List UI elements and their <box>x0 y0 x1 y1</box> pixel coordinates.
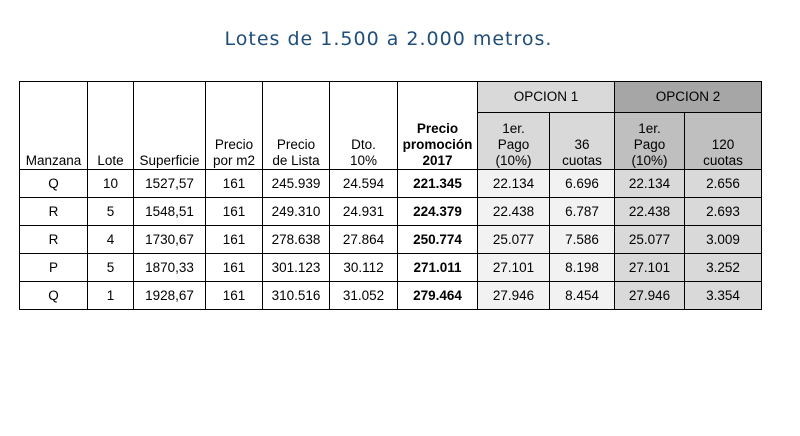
cell-superficie: 1928,67 <box>134 282 206 310</box>
header-opcion-2: OPCION 2 <box>615 82 762 113</box>
cell-manzana: Q <box>20 282 88 310</box>
cell-lote: 4 <box>88 226 134 254</box>
cell-descuento: 31.052 <box>330 282 398 310</box>
cell-precio-lista: 249.310 <box>263 198 330 226</box>
cell-superficie: 1730,67 <box>134 226 206 254</box>
cell-precio-lista: 301.123 <box>263 254 330 282</box>
header-lote: Lote <box>88 82 134 170</box>
cell-manzana: R <box>20 198 88 226</box>
cell-precio-promocion: 221.345 <box>398 170 478 198</box>
table-row <box>20 170 762 198</box>
cell-op1-primer-pago: 22.134 <box>478 170 550 198</box>
cell-precio-m2: 161 <box>206 198 263 226</box>
table-row <box>20 226 762 254</box>
cell-precio-m2: 161 <box>206 226 263 254</box>
table-row <box>20 254 762 282</box>
cell-precio-m2: 161 <box>206 282 263 310</box>
cell-op2-cuotas: 2.693 <box>685 198 762 226</box>
cell-op2-primer-pago: 22.438 <box>615 198 685 226</box>
cell-precio-promocion: 279.464 <box>398 282 478 310</box>
cell-op1-cuotas: 8.454 <box>550 282 615 310</box>
cell-op2-primer-pago: 25.077 <box>615 226 685 254</box>
cell-superficie: 1548,51 <box>134 198 206 226</box>
cell-op2-primer-pago: 22.134 <box>615 170 685 198</box>
cell-manzana: R <box>20 226 88 254</box>
cell-op1-primer-pago: 27.946 <box>478 282 550 310</box>
cell-op2-cuotas: 3.252 <box>685 254 762 282</box>
header-descuento: Dto. 10% <box>330 82 398 170</box>
cell-precio-promocion: 250.774 <box>398 226 478 254</box>
cell-lote: 5 <box>88 198 134 226</box>
cell-lote: 1 <box>88 282 134 310</box>
cell-op2-cuotas: 3.009 <box>685 226 762 254</box>
cell-superficie: 1527,57 <box>134 170 206 198</box>
cell-op1-primer-pago: 25.077 <box>478 226 550 254</box>
cell-precio-m2: 161 <box>206 170 263 198</box>
cell-op1-cuotas: 8.198 <box>550 254 615 282</box>
table-row <box>20 198 762 226</box>
table-row <box>20 282 762 310</box>
header-op1-primer-pago: 1er. Pago (10%) <box>478 113 550 170</box>
cell-op1-cuotas: 6.787 <box>550 198 615 226</box>
header-manzana: Manzana <box>20 82 88 170</box>
cell-lote: 10 <box>88 170 134 198</box>
cell-descuento: 27.864 <box>330 226 398 254</box>
header-precio-promocion: Precio promoción 2017 <box>398 82 478 170</box>
header-op2-primer-pago: 1er. Pago (10%) <box>615 113 685 170</box>
cell-manzana: P <box>20 254 88 282</box>
cell-manzana: Q <box>20 170 88 198</box>
cell-op1-cuotas: 7.586 <box>550 226 615 254</box>
header-superficie: Superficie <box>134 82 206 170</box>
cell-precio-promocion: 224.379 <box>398 198 478 226</box>
header-precio-m2: Precio por m2 <box>206 82 263 170</box>
cell-precio-m2: 161 <box>206 254 263 282</box>
cell-precio-promocion: 271.011 <box>398 254 478 282</box>
cell-descuento: 30.112 <box>330 254 398 282</box>
cell-descuento: 24.594 <box>330 170 398 198</box>
header-opcion-1: OPCION 1 <box>478 82 615 113</box>
header-precio-lista: Precio de Lista <box>263 82 330 170</box>
cell-precio-lista: 310.516 <box>263 282 330 310</box>
cell-precio-lista: 278.638 <box>263 226 330 254</box>
page-title: Lotes de 1.500 a 2.000 metros. <box>224 28 553 50</box>
lotes-table <box>19 81 762 310</box>
cell-op2-cuotas: 2.656 <box>685 170 762 198</box>
cell-op1-primer-pago: 27.101 <box>478 254 550 282</box>
cell-op2-primer-pago: 27.946 <box>615 282 685 310</box>
cell-op2-primer-pago: 27.101 <box>615 254 685 282</box>
cell-op1-primer-pago: 22.438 <box>478 198 550 226</box>
header-op1-cuotas: 36 cuotas <box>550 113 615 170</box>
cell-precio-lista: 245.939 <box>263 170 330 198</box>
cell-op1-cuotas: 6.696 <box>550 170 615 198</box>
cell-lote: 5 <box>88 254 134 282</box>
cell-op2-cuotas: 3.354 <box>685 282 762 310</box>
cell-descuento: 24.931 <box>330 198 398 226</box>
cell-superficie: 1870,33 <box>134 254 206 282</box>
header-op2-cuotas: 120 cuotas <box>685 113 762 170</box>
